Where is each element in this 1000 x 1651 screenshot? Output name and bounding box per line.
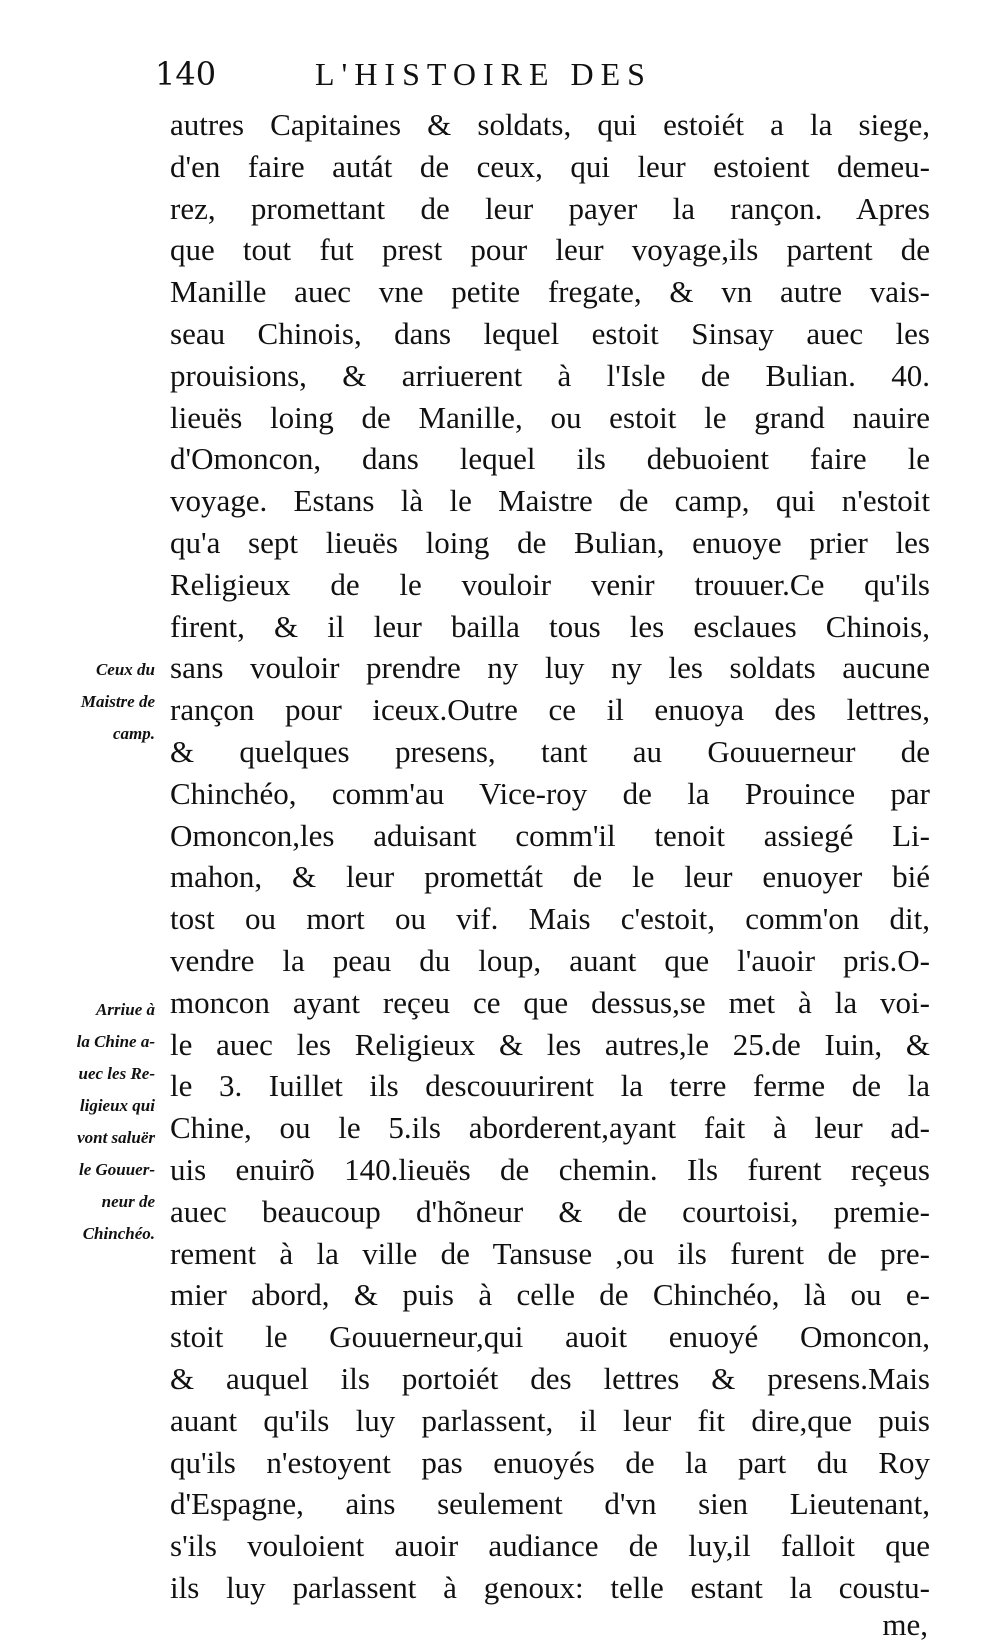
- text-line: s'ils vouloient auoir audiance de luy,il falloit que: [170, 1528, 930, 1564]
- text-line: rement à la ville de Tansuse ,ou ils furent de pre-: [170, 1235, 930, 1271]
- text-line: & quelques presens, tant au Gouuerneur de: [170, 733, 930, 769]
- text-line: & auquel ils portoiét des lettres & presens.Mais: [170, 1360, 930, 1396]
- marginal-note-line: Arriue à: [95, 1000, 155, 1019]
- text-line: sans vouloir prendre ny luy ny les soldats aucune: [170, 650, 930, 686]
- text-line: d'Espagne, ains seulement d'vn sien Lieutenant,: [170, 1486, 930, 1522]
- text-line: d'en faire autát de ceux, qui leur estoient demeu-: [170, 148, 930, 184]
- running-head: [155, 52, 755, 96]
- text-line: vendre la peau du loup, auant que l'auoir pris.O-: [170, 942, 930, 978]
- text-line: le 3. Iuillet ils descouurirent la terre ferme de la: [170, 1068, 930, 1104]
- text-line: auant qu'ils luy parlassent, il leur fit dire,que puis: [170, 1402, 930, 1438]
- text-line: ils luy parlassent à genoux: telle estant la coustu-: [170, 1569, 930, 1605]
- text-line: rançon pour iceux.Outre ce il enuoya des lettres,: [170, 692, 930, 728]
- marginal-note-line: Maistre de: [80, 692, 155, 711]
- text-line: voyage. Estans là le Maistre de camp, qui n'estoit: [170, 483, 930, 519]
- text-line: Omoncon,les aduisant comm'il tenoit assiegé Li-: [170, 817, 930, 853]
- marginal-note-maistre-de-camp: [81, 654, 155, 750]
- body-text: [170, 104, 930, 1609]
- text-line: rez, promettant de leur payer la rançon. Apres: [170, 190, 930, 226]
- text-line: mier abord, & puis à celle de Chinchéo, là ou e-: [170, 1277, 930, 1313]
- text-line: qu'a sept lieuës loing de Bulian, enuoye prier les: [170, 524, 930, 560]
- marginal-note-line: camp.: [112, 724, 155, 743]
- text-line: qu'ils n'estoyent pas enuoyés de la part du Roy: [170, 1444, 930, 1480]
- marginal-note-arriue-a-la-chine: [77, 994, 155, 1250]
- marginal-note-line: uec les Re-: [78, 1064, 155, 1083]
- text-line: tost ou mort ou vif. Mais c'estoit, comm'on dit,: [170, 901, 930, 937]
- text-line: firent, & il leur bailla tous les esclaues Chinois,: [170, 608, 930, 644]
- text-line: lieuës loing de Manille, ou estoit le grand nauire: [170, 399, 930, 435]
- marginal-note-line: neur de: [101, 1192, 155, 1211]
- text-line: seau Chinois, dans lequel estoit Sinsay auec les: [170, 315, 930, 351]
- marginal-note-line: ligieux qui: [79, 1096, 155, 1115]
- text-line: autres Capitaines & soldats, qui estoiét a la siege,: [170, 107, 930, 142]
- text-line: moncon ayant reçeu ce que dessus,se met à la voi-: [170, 984, 930, 1020]
- text-line: Chinchéo, comm'au Vice-roy de la Prouince par: [170, 775, 930, 811]
- text-line: uis enuirõ 140.lieuës de chemin. Ils furent reçeus: [170, 1151, 930, 1187]
- text-line: que tout fut prest pour leur voyage,ils partent de: [170, 232, 930, 268]
- page-number: 140: [155, 55, 217, 93]
- text-line: stoit le Gouuerneur,qui auoit enuoyé Omoncon,: [170, 1319, 930, 1355]
- text-line: Manille auec vne petite fregate, & vn autre vais-: [170, 274, 930, 310]
- text-line: mahon, & leur promettát de le leur enuoyer bié: [170, 859, 930, 895]
- marginal-note-line: le Gouuer-: [78, 1160, 155, 1179]
- text-line: Religieux de le vouloir venir trouuer.Ce qu'ils: [170, 566, 930, 602]
- marginal-note-line: vont saluër: [77, 1128, 155, 1147]
- text-line: auec beaucoup d'hõneur & de courtoisi, premie-: [170, 1193, 930, 1229]
- catchword: me,: [882, 1607, 928, 1642]
- text-line: le auec les Religieux & les autres,le 25.de Iuin, &: [170, 1026, 930, 1062]
- text-line: Chine, ou le 5.ils aborderent,ayant fait à leur ad-: [170, 1110, 930, 1146]
- text-line: prouisions, & arriuerent à l'Isle de Bulian. 40.: [170, 357, 930, 393]
- marginal-note-line: la Chine a-: [76, 1032, 155, 1051]
- text-line: d'Omoncon, dans lequel ils debuoient faire le: [170, 441, 930, 477]
- marginal-note-line: Ceux du: [95, 660, 155, 679]
- marginal-note-line: Chinchéo.: [82, 1224, 155, 1243]
- running-title: L'HISTOIRE DES: [315, 56, 652, 92]
